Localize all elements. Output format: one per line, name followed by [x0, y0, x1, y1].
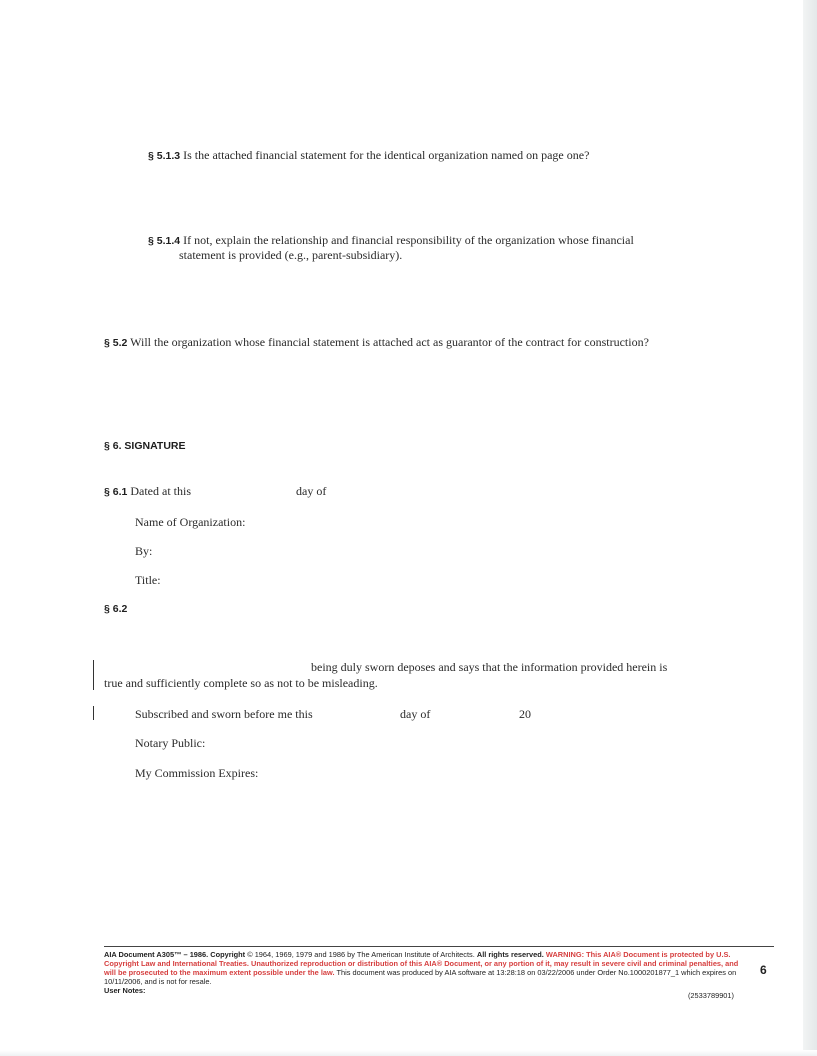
by-label: By:	[135, 544, 153, 558]
copyright-warning: WARNING: This AIA® Document is protected by U.S. Copyright Law and International Treaties. Unauthorized reproduction or distribution of this AIA® Document, or any portion of it, may result in severe civil and criminal penalties, and will be prosecuted to the maximum extent possible under the law.	[104, 950, 739, 977]
production-note: This document was produced by AIA software at 13:28:18 on 03/22/2006 under Order No.1000201877_1 which expires on 10/11/2006, and is not for resale.	[104, 968, 737, 986]
question-text-line1: If not, explain the relationship and financial responsibility of the organization whose financial	[183, 233, 634, 247]
page-number: 6	[760, 963, 767, 977]
question-text: Will the organization whose financial statement is attached act as guarantor of the contract for construction?	[130, 335, 649, 349]
section-number: § 5.1.3	[148, 150, 181, 162]
footer-copyright	[104, 950, 740, 995]
dated-at-label: Dated at this	[130, 484, 192, 498]
year-label: 20	[519, 707, 531, 721]
section-number: § 5.2	[104, 337, 128, 349]
sworn-statement-line2: true and sufficiently complete so as not to be misleading.	[104, 676, 378, 690]
question-text: Is the attached financial statement for the identical organization named on page one?	[183, 148, 590, 162]
document-name: AIA Document A305™ – 1986. Copyright	[104, 950, 246, 959]
user-notes-label: User Notes:	[104, 986, 146, 995]
signature-heading: § 6. SIGNATURE	[104, 440, 186, 452]
footer-rule	[104, 946, 774, 947]
question-5-1-3	[148, 147, 589, 164]
title-label: Title:	[135, 573, 161, 587]
page-edge-shadow	[803, 0, 817, 1056]
sworn-statement-line1: being duly sworn deposes and says that the information provided herein is	[311, 660, 668, 674]
page-bottom-shadow	[0, 1050, 817, 1056]
notary-day-of-label: day of	[400, 707, 431, 721]
question-5-1-4-line2: statement is provided (e.g., parent-subsidiary).	[179, 248, 403, 262]
section-6-2: § 6.2	[104, 603, 128, 615]
organization-name-label: Name of Organization:	[135, 515, 246, 529]
revision-bar	[93, 660, 94, 690]
copyright-years: © 1964, 1969, 1979 and 1986 by The American Institute of Architects.	[247, 950, 475, 959]
revision-bar	[93, 706, 94, 720]
subscribed-label: Subscribed and sworn before me this	[135, 707, 313, 721]
question-5-2	[104, 334, 649, 351]
commission-expires-label: My Commission Expires:	[135, 766, 259, 780]
section-number: § 6.1	[104, 486, 128, 498]
day-of-label: day of	[296, 484, 327, 498]
section-6-1-dated	[104, 483, 191, 500]
rights-reserved: All rights reserved.	[476, 950, 544, 959]
section-number: § 5.1.4	[148, 235, 181, 247]
document-id: (2533789901)	[687, 991, 734, 1000]
notary-public-label: Notary Public:	[135, 736, 206, 750]
